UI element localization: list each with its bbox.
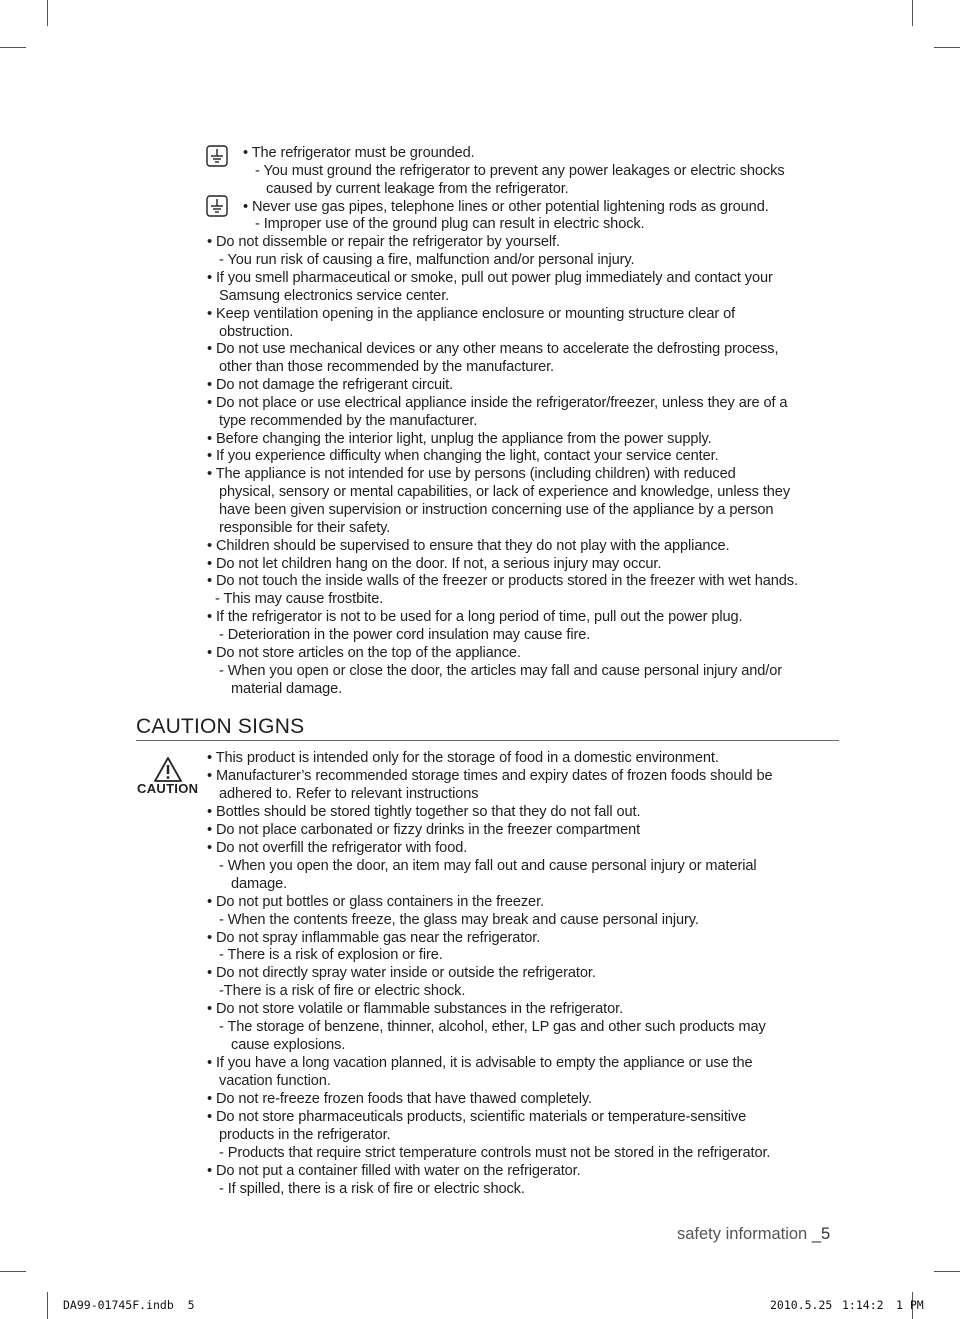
text-line: physical, sensory or mental capabilities, or lack of experience and knowledge, unless they	[219, 484, 791, 501]
text-line: cause explosions.	[231, 1037, 346, 1054]
text-line: • Do not damage the refrigerant circuit.	[207, 377, 454, 394]
text-line: • If you experience difficulty when changing the light, contact your service center.	[207, 448, 719, 465]
text-line: • If you smell pharmaceutical or smoke, pull out power plug immediately and contact your	[207, 269, 773, 286]
text-line: responsible for their safety.	[219, 519, 391, 536]
text-line: • Do not store volatile or flammable substances in the refrigerator.	[207, 1001, 624, 1018]
text-line: - Products that require strict temperature controls must not be stored in the refrigerator.	[219, 1144, 771, 1161]
text-line: - Deterioration in the power cord insulation may cause fire.	[219, 626, 591, 643]
text-line: • If the refrigerator is not to be used for a long period of time, pull out the power plug.	[207, 609, 743, 626]
crop-mark-right-upper	[934, 47, 960, 48]
text-line: material damage.	[231, 680, 343, 697]
text-line: • The appliance is not intended for use by persons (including children) with reduced	[207, 466, 736, 483]
ground-symbol-icon	[206, 195, 228, 217]
text-line: • Children should be supervised to ensure that they do not play with the appliance.	[207, 537, 730, 554]
text-line: adhered to. Refer to relevant instructions	[219, 785, 479, 802]
text-line: vacation function.	[219, 1073, 331, 1090]
text-line: • Do not store articles on the top of the appliance.	[207, 644, 521, 661]
text-line: • Do not put bottles or glass containers in the freezer.	[207, 893, 544, 910]
crop-mark-top-right	[912, 0, 913, 26]
text-line: • Do not store pharmaceuticals products, scientific materials or temperature-sensitive	[207, 1109, 747, 1125]
slug-time-a: 1:14:2	[842, 1298, 884, 1312]
text-line: other than those recommended by the manufacturer.	[219, 359, 555, 376]
text-line: - The storage of benzene, thinner, alcohol, ether, LP gas and other such products may	[219, 1019, 766, 1036]
text-line: • Do not overfill the refrigerator with food.	[207, 839, 468, 856]
text-line: • This product is intended only for the storage of food in a domestic environment.	[207, 750, 719, 766]
text-line: caused by current leakage from the refrigerator.	[266, 180, 569, 197]
text-line: • Before changing the interior light, unplug the appliance from the power supply.	[207, 430, 712, 447]
text-line: - You must ground the refrigerator to prevent any power leakages or electric shocks	[255, 162, 785, 179]
text-line: • Do not place or use electrical appliance inside the refrigerator/freezer, unless they are of a	[207, 394, 788, 411]
page-footer	[677, 1225, 830, 1244]
text-line: • Do not touch the inside walls of the freezer or products stored in the freezer with wet hands.	[207, 573, 798, 590]
crop-mark-right-lower	[934, 1271, 960, 1272]
crop-mark-top-left	[47, 0, 48, 26]
text-line: • Do not put a container filled with water on the refrigerator.	[207, 1162, 581, 1179]
text-line: • Do not let children hang on the door. If not, a serious injury may occur.	[207, 555, 662, 572]
text-line: • Bottles should be stored tightly together so that they do not fall out.	[207, 803, 641, 820]
text-line: damage.	[231, 875, 288, 892]
text-line: • The refrigerator must be grounded.	[243, 145, 475, 161]
text-line: • Do not directly spray water inside or outside the refrigerator.	[207, 965, 596, 982]
slug-file: DA99-01745F.indb 5	[63, 1298, 195, 1312]
text-line: • Do not dissemble or repair the refrigerator by yourself.	[207, 234, 560, 251]
slug-time-b: 1 PM	[896, 1298, 924, 1312]
text-line: • Do not use mechanical devices or any other means to accelerate the defrosting process,	[207, 341, 779, 358]
text-line: • Manufacturer’s recommended storage times and expiry dates of frozen foods should be	[207, 767, 773, 784]
crop-mark-left-lower	[0, 1271, 26, 1272]
crop-mark-bottom-left	[47, 1292, 48, 1319]
text-line: type recommended by the manufacturer.	[219, 412, 478, 429]
footer-page-number: _5	[807, 1225, 831, 1243]
text-line: Samsung electronics service center.	[219, 287, 450, 304]
text-line: have been given supervision or instruction concerning use of the appliance by a person	[219, 502, 774, 518]
text-line: - When the contents freeze, the glass may break and cause personal injury.	[219, 911, 699, 928]
text-line: • Never use gas pipes, telephone lines or other potential lightening rods as ground.	[243, 198, 769, 215]
caution-label: CAUTION	[137, 781, 199, 796]
text-line: - If spilled, there is a risk of fire or electric shock.	[219, 1180, 525, 1197]
crop-mark-left-upper	[0, 47, 26, 48]
ground-symbol-icon	[206, 145, 228, 167]
text-line: • Keep ventilation opening in the appliance enclosure or mounting structure clear of	[207, 305, 736, 322]
text-line: - This may cause frostbite.	[215, 591, 384, 608]
text-line: • Do not spray inflammable gas near the refrigerator.	[207, 929, 541, 946]
text-line: - There is a risk of explosion or fire.	[219, 947, 443, 964]
section-heading-caution-signs: CAUTION SIGNS	[136, 715, 305, 738]
footer-section: safety information	[677, 1225, 808, 1243]
caution-triangle-icon	[153, 756, 183, 783]
text-line: products in the refrigerator.	[219, 1126, 391, 1143]
text-line: • Do not re-freeze frozen foods that have thawed completely.	[207, 1091, 592, 1108]
text-line: -There is a risk of fire or electric shock.	[219, 983, 466, 1000]
heading-rule	[136, 740, 839, 741]
text-line: - You run risk of causing a fire, malfunction and/or personal injury.	[219, 252, 635, 269]
text-line: • If you have a long vacation planned, it is advisable to empty the appliance or use the	[207, 1055, 753, 1072]
text-line: obstruction.	[219, 323, 294, 340]
text-line: - When you open or close the door, the articles may fall and cause personal injury and/or	[219, 662, 783, 679]
text-line: - When you open the door, an item may fall out and cause personal injury or material	[219, 857, 757, 874]
text-line: - Improper use of the ground plug can result in electric shock.	[255, 216, 645, 233]
text-line: • Do not place carbonated or fizzy drinks in the freezer compartment	[207, 821, 641, 838]
slug-date: 2010.5.25	[770, 1298, 833, 1312]
